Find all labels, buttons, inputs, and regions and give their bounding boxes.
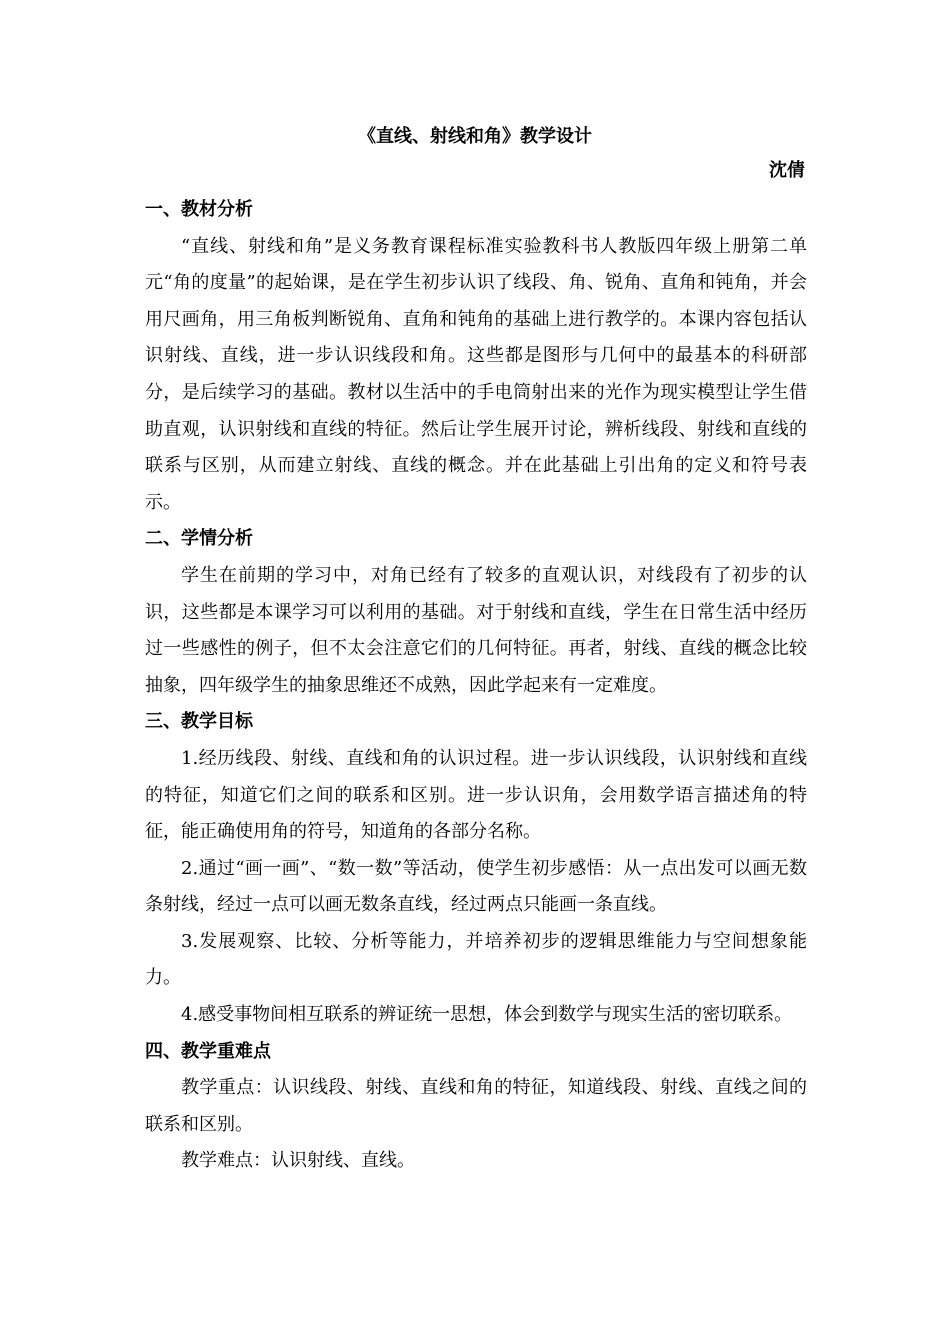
section-textbook-analysis: [145, 192, 807, 521]
section-teaching-goals: [145, 704, 807, 1033]
goal-item-3: 3.发展观察、比较、分析等能力，并培养初步的逻辑思维能力与空间想象能力。: [145, 930, 807, 989]
key-point: 教学重点：认识线段、射线、直线和角的特征，知道线段、射线、直线之间的联系和区别。: [145, 1077, 807, 1135]
section-heading: 二、学情分析: [145, 528, 253, 550]
section-heading: 一、教材分析: [145, 199, 253, 220]
document-body: [145, 192, 807, 1180]
section-key-points: [145, 1034, 807, 1180]
goal-item-4: 4.感受事物间相互联系的辨证统一思想，体会到数学与现实生活的密切联系。: [181, 1004, 793, 1026]
section-heading: 三、教学目标: [145, 711, 253, 733]
section-paragraph: 学生在前期的学习中，对角已经有了较多的直观认识，对线段有了初步的认识，这些都是本课学习可以利用的基础。对于射线和直线，学生在日常生活中经历过一些感性的例子，但不太会注意它们的几何特征。再者，射线、直线的概念比较抽象，四年级学生的抽象思维还不成熟，因此学起来有一定难度。: [145, 564, 807, 696]
goal-item-2: 2.通过“画一画”、“数一数”等活动，使学生初步感悟：从一点出发可以画无数条射线，经过一点可以画无数条直线，经过两点只能画一条直线。: [145, 857, 807, 916]
document-author: 沈倩: [769, 160, 805, 181]
difficult-point: 教学难点：认识射线、直线。: [181, 1150, 415, 1172]
section-heading: 四、教学重难点: [145, 1040, 271, 1062]
goal-item-1: 1.经历线段、射线、直线和角的认识过程。进一步认识线段，认识射线和直线的特征，知道它们之间的联系和区别。进一步认识角，会用数学语言描述角的特征，能正确使用角的符号，知道角的各部分名称。: [145, 747, 807, 843]
section-student-analysis: [145, 521, 807, 704]
section-paragraph: “直线、射线和角”是义务教育课程标准实验教科书人教版四年级上册第二单元“角的度量”的起始课，是在学生初步认识了线段、角、锐角、直角和钝角，并会用尺画角，用三角板判断锐角、直角和钝角的基础上进行教学的。本课内容包括认识射线、直线，进一步认识线段和角。这些都是图形与几何中的最基本的科研部分，是后续学习的基础。教材以生活中的手电筒射出来的光作为现实模型让学生借助直观，认识射线和直线的特征。然后让学生展开讨论，辨析线段、射线和直线的联系与区别，从而建立射线、直线的概念。并在此基础上引出角的定义和符号表示。: [145, 235, 807, 513]
document-title: 《直线、射线和角》教学设计: [358, 126, 592, 147]
